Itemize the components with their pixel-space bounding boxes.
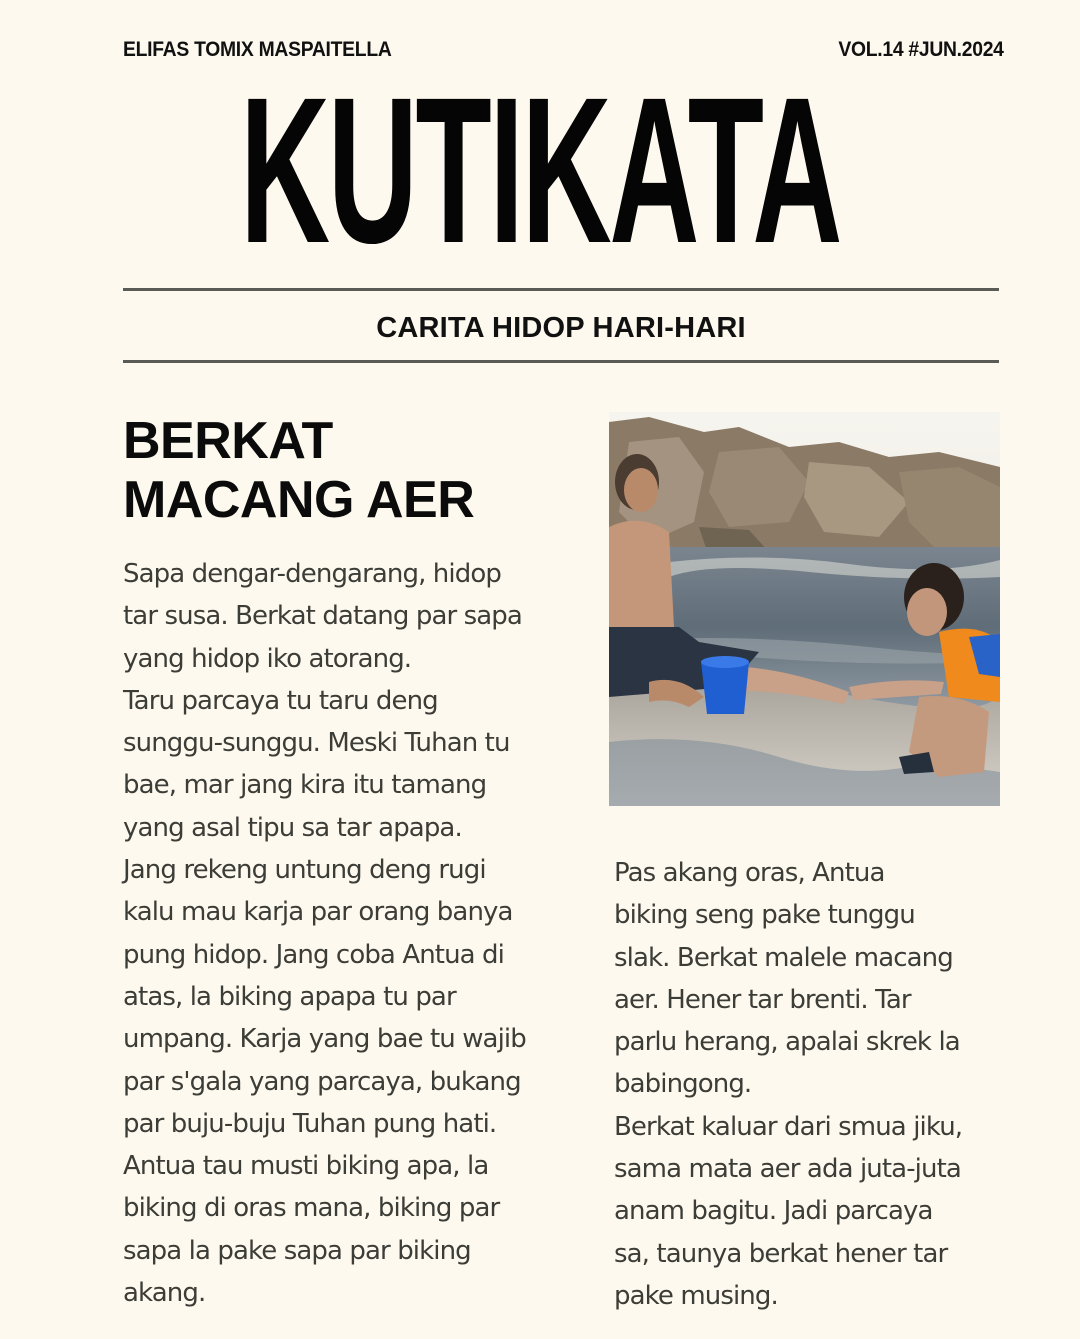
text-line: sunggu-sunggu. Meski Tuhan tu [123,728,510,759]
text-line: kalu mau karja par orang banya [123,897,513,928]
text-line: Jang rekeng untung deng rugi [123,855,486,886]
text-line: parlu herang, apalai skrek la [614,1027,960,1058]
article-photo [609,412,1000,806]
text-line: sapa la pake sapa par biking [123,1235,471,1266]
text-line: aer. Hener tar brenti. Tar [614,984,911,1015]
text-line: umpang. Karja yang bae tu wajib [123,1024,526,1055]
text-line: par s'gala yang parcaya, bukang [123,1066,521,1097]
text-line: par buju-buju Tuhan pung hati. [123,1108,497,1139]
text-line: yang hidop iko atorang. [123,643,412,674]
text-line: slak. Berkat malele macang [614,942,953,973]
text-line: Pas akang oras, Antua [614,858,885,888]
article-column-left [123,553,593,1314]
text-line: tar susa. Berkat datang par sapa [123,601,522,632]
text-line: babingong. [614,1069,752,1100]
divider-top [123,288,999,291]
text-line: Berkat kaluar dari smua jiku, [614,1111,963,1142]
text-line: Sapa dengar-dengarang, hidop [123,559,501,589]
text-line: atas, la biking apapa tu par [123,981,456,1012]
headline-line: MACANG AER [123,471,475,529]
text-line: biking seng pake tunggu [614,900,915,931]
text-line: bae, mar jang kira itu tamang [123,770,487,801]
headline-line: BERKAT [123,412,333,470]
beach-photo-illustration [609,412,1000,806]
issue-number: VOL.14 #JUN.2024 [838,38,1004,61]
text-line: pake musing. [614,1280,778,1311]
text-line: biking di oras mana, biking par [123,1193,500,1224]
text-line: Taru parcaya tu taru deng [123,685,438,716]
author-name: ELIFAS TOMIX MASPAITELLA [123,38,392,61]
text-line: akang. [123,1278,206,1309]
text-line: sama mata aer ada juta-juta [614,1154,961,1185]
text-line: sa, taunya berkat hener tar [614,1238,948,1269]
text-line: pung hidop. Jang coba Antua di [123,939,504,970]
section-label: CARITA HIDOP HARI-HARI [376,312,746,344]
text-line: Antua tau musti biking apa, la [123,1151,489,1182]
article-headline [123,412,593,530]
text-line: anam bagitu. Jadi parcaya [614,1196,933,1227]
divider-bottom [123,360,999,363]
article-column-right [614,852,1014,1317]
masthead [0,55,1080,287]
masthead-title: KUTIKATA [239,55,841,287]
text-line: yang asal tipu sa tar apapa. [123,812,462,843]
